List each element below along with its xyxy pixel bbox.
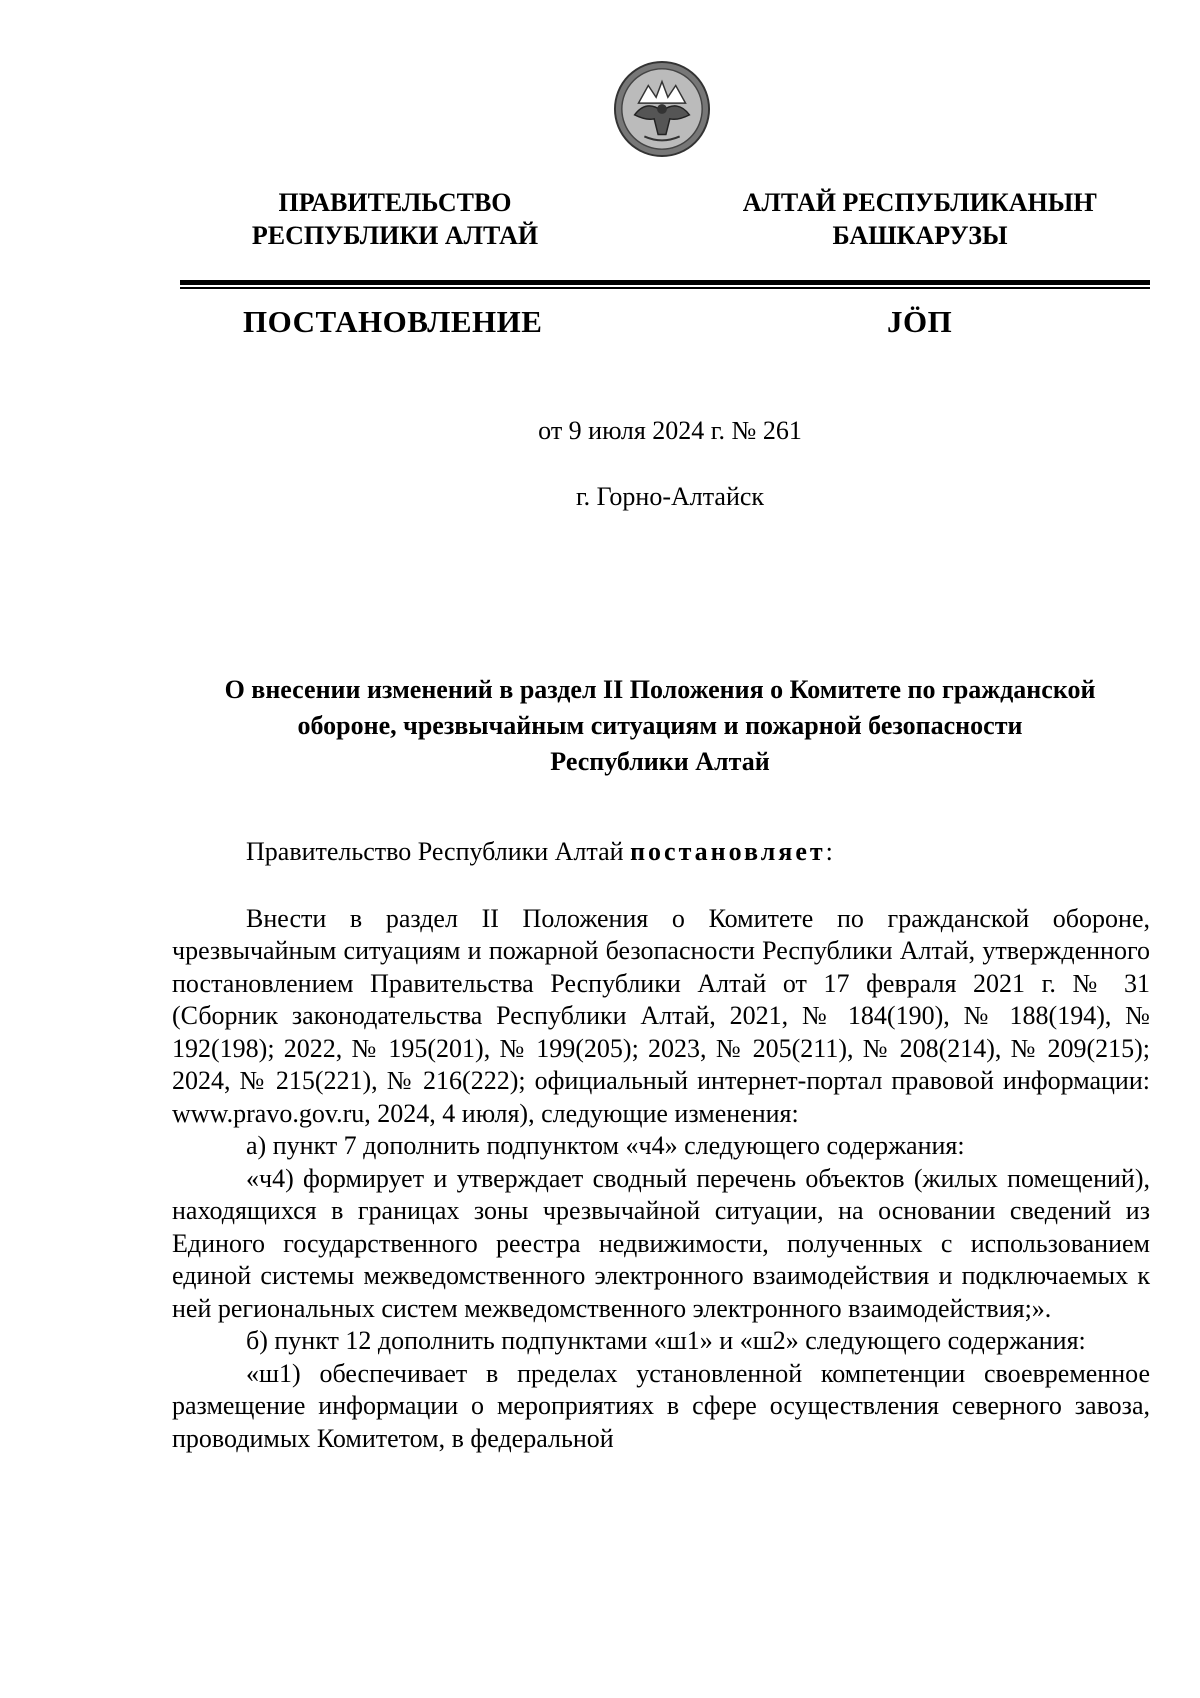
document-date-number: от 9 июля 2024 г. № 261 (538, 416, 802, 445)
preamble-keyword: постановляет (630, 837, 826, 866)
body-paragraph-5: «ш1) обеспечивает в пределах установленной компетенции своевременное размещение информации о мероприятиях в сфере осуществления северного завоза, проводимых Комитетом, в федеральной (172, 1358, 1150, 1453)
issuer-altai-line-2: БАШКАРУЗЫ (832, 221, 1008, 250)
issuer-name-altai (720, 186, 1120, 252)
issuer-altai-line-1: АЛТАЙ РЕСПУБЛИКАНЫҤ (742, 188, 1098, 217)
body-paragraph-4: б) пункт 12 дополнить подпунктами «ш1» и «ш2» следующего содержания: (246, 1326, 1086, 1355)
issuer-line-2: РЕСПУБЛИКИ АЛТАЙ (251, 221, 539, 250)
body-paragraph-2: а) пункт 7 дополнить подпунктом «ч4» следующего содержания: (246, 1131, 965, 1160)
title-line-2: обороне, чрезвычайным ситуациям и пожарной безопасности (297, 711, 1023, 740)
issuer-name-russian (225, 186, 565, 252)
body-paragraph-3: «ч4) формирует и утверждает сводный перечень объектов (жилых помещений), находящихся в границах зоны чрезвычайной ситуации, на основании сведений из Единого государственного реестра недвижимости, полученных с использованием единой системы межведомственного электронного взаимодействия и подключаемых к ней региональных систем межведомственного электронного взаимодействия;». (172, 1163, 1150, 1323)
preamble-suffix: : (825, 837, 833, 866)
preamble-paragraph (172, 836, 1150, 869)
document-type-altai: JӦП (887, 304, 953, 339)
issuer-line-1: ПРАВИТЕЛЬСТВО (278, 188, 512, 217)
body-paragraph-1: Внести в раздел II Положения о Комитете по гражданской обороне, чрезвычайным ситуациям и пожарной безопасности Республики Алтай, утвержденного постановлением Правительства Республики Алтай от 17 февраля 2021 г. № 31 (Сборник законодательства Республики Алтай, 2021, № 184(190), № 188(194), № 192(198); 2022, № 195(201), № 199(205); 2023, № 205(211), № 208(214), № 209(215); 2024, № 215(221), № 216(222); официальный интернет-портал правовой информации: www.pravo.gov.ru, 2024, 4 июля), следующие изменения: (172, 903, 1150, 1128)
header-divider-thick (180, 280, 1150, 285)
republic-altai-emblem-icon (613, 60, 711, 158)
document-city: г. Горно-Алтайск (575, 482, 765, 511)
title-line-3: Республики Алтай (550, 747, 770, 776)
document-title (170, 672, 1150, 780)
header-divider-thin (180, 287, 1150, 289)
title-line-1: О внесении изменений в раздел II Положения о Комитете по гражданской (224, 675, 1096, 704)
document-type-russian: ПОСТАНОВЛЕНИЕ (243, 304, 543, 339)
document-body (172, 836, 1150, 1455)
preamble-prefix: Правительство Республики Алтай (246, 837, 631, 866)
